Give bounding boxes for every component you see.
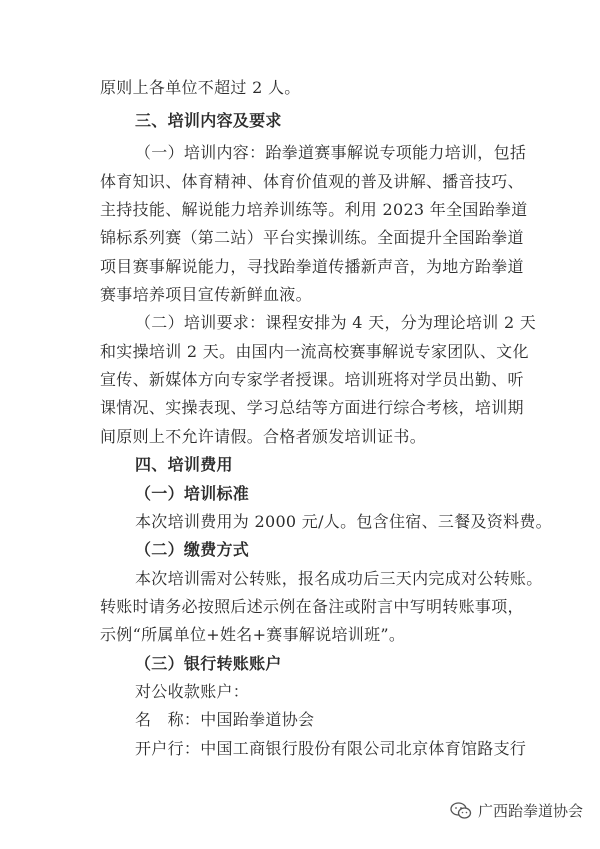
subsection-bank-account: （三）银行转账账户 — [135, 654, 282, 673]
paragraph-line: 体育知识、体育精神、体育价值观的普及讲解、播音技巧、 — [100, 172, 524, 191]
paragraph-line: 对公收款账户： — [135, 682, 250, 701]
section-heading-4: 四、培训费用 — [135, 455, 233, 474]
paragraph-line: 间原则上不允许请假。合格者颁发培训证书。 — [100, 427, 427, 446]
paragraph-line: 本次培训费用为 2000 元/人。包含住宿、三餐及资料费。 — [135, 512, 552, 531]
subsection-training-requirements: （二）培训要求：课程安排为 4 天，分为理论培训 2 天 — [135, 313, 537, 332]
subsection-payment-method: （二）缴费方式 — [135, 540, 250, 559]
bank-branch-line: 开户行：中国工商银行股份有限公司北京体育馆路支行 — [135, 739, 527, 758]
paragraph-line: 示例“所属单位+姓名+赛事解说培训班”。 — [100, 625, 406, 644]
paragraph-line: 赛事培养项目宣传新鲜血液。 — [100, 285, 312, 304]
paragraph-line: 原则上各单位不超过 2 人。 — [100, 78, 301, 97]
paragraph-line: 主持技能、解说能力培养训练等。利用 2023 年全国跆拳道 — [100, 200, 528, 219]
watermark — [450, 800, 583, 821]
subsection-training-content: （一）培训内容：跆拳道赛事解说专项能力培训，包括 — [135, 143, 527, 162]
paragraph-line: 转账时请务必按照后述示例在备注或附言中写明转账事项， — [100, 597, 524, 616]
paragraph-line: 和实操培训 2 天。由国内一流高校赛事解说专家团队、文化 — [100, 342, 529, 361]
section-heading-3: 三、培训内容及要求 — [135, 111, 282, 130]
paragraph-line: 项目赛事解说能力，寻找跆拳道传播新声音，为地方跆拳道 — [100, 257, 524, 276]
paragraph-line: 锦标系列赛（第二站）平台实操训练。全面提升全国跆拳道 — [100, 228, 524, 247]
paragraph-line: 宣传、新媒体方向专家学者授课。培训班将对学员出勤、听 — [100, 370, 524, 389]
subsection-training-standard: （一）培训标准 — [135, 484, 250, 503]
account-name-line: 名 称：中国跆拳道协会 — [135, 710, 315, 729]
paragraph-line: 课情况、实操表现、学习总结等方面进行综合考核，培训期 — [100, 398, 524, 417]
wechat-icon — [450, 802, 472, 820]
watermark-text: 广西跆拳道协会 — [478, 802, 584, 820]
paragraph-line: 本次培训需对公转账，报名成功后三天内完成对公转账。 — [135, 569, 543, 588]
